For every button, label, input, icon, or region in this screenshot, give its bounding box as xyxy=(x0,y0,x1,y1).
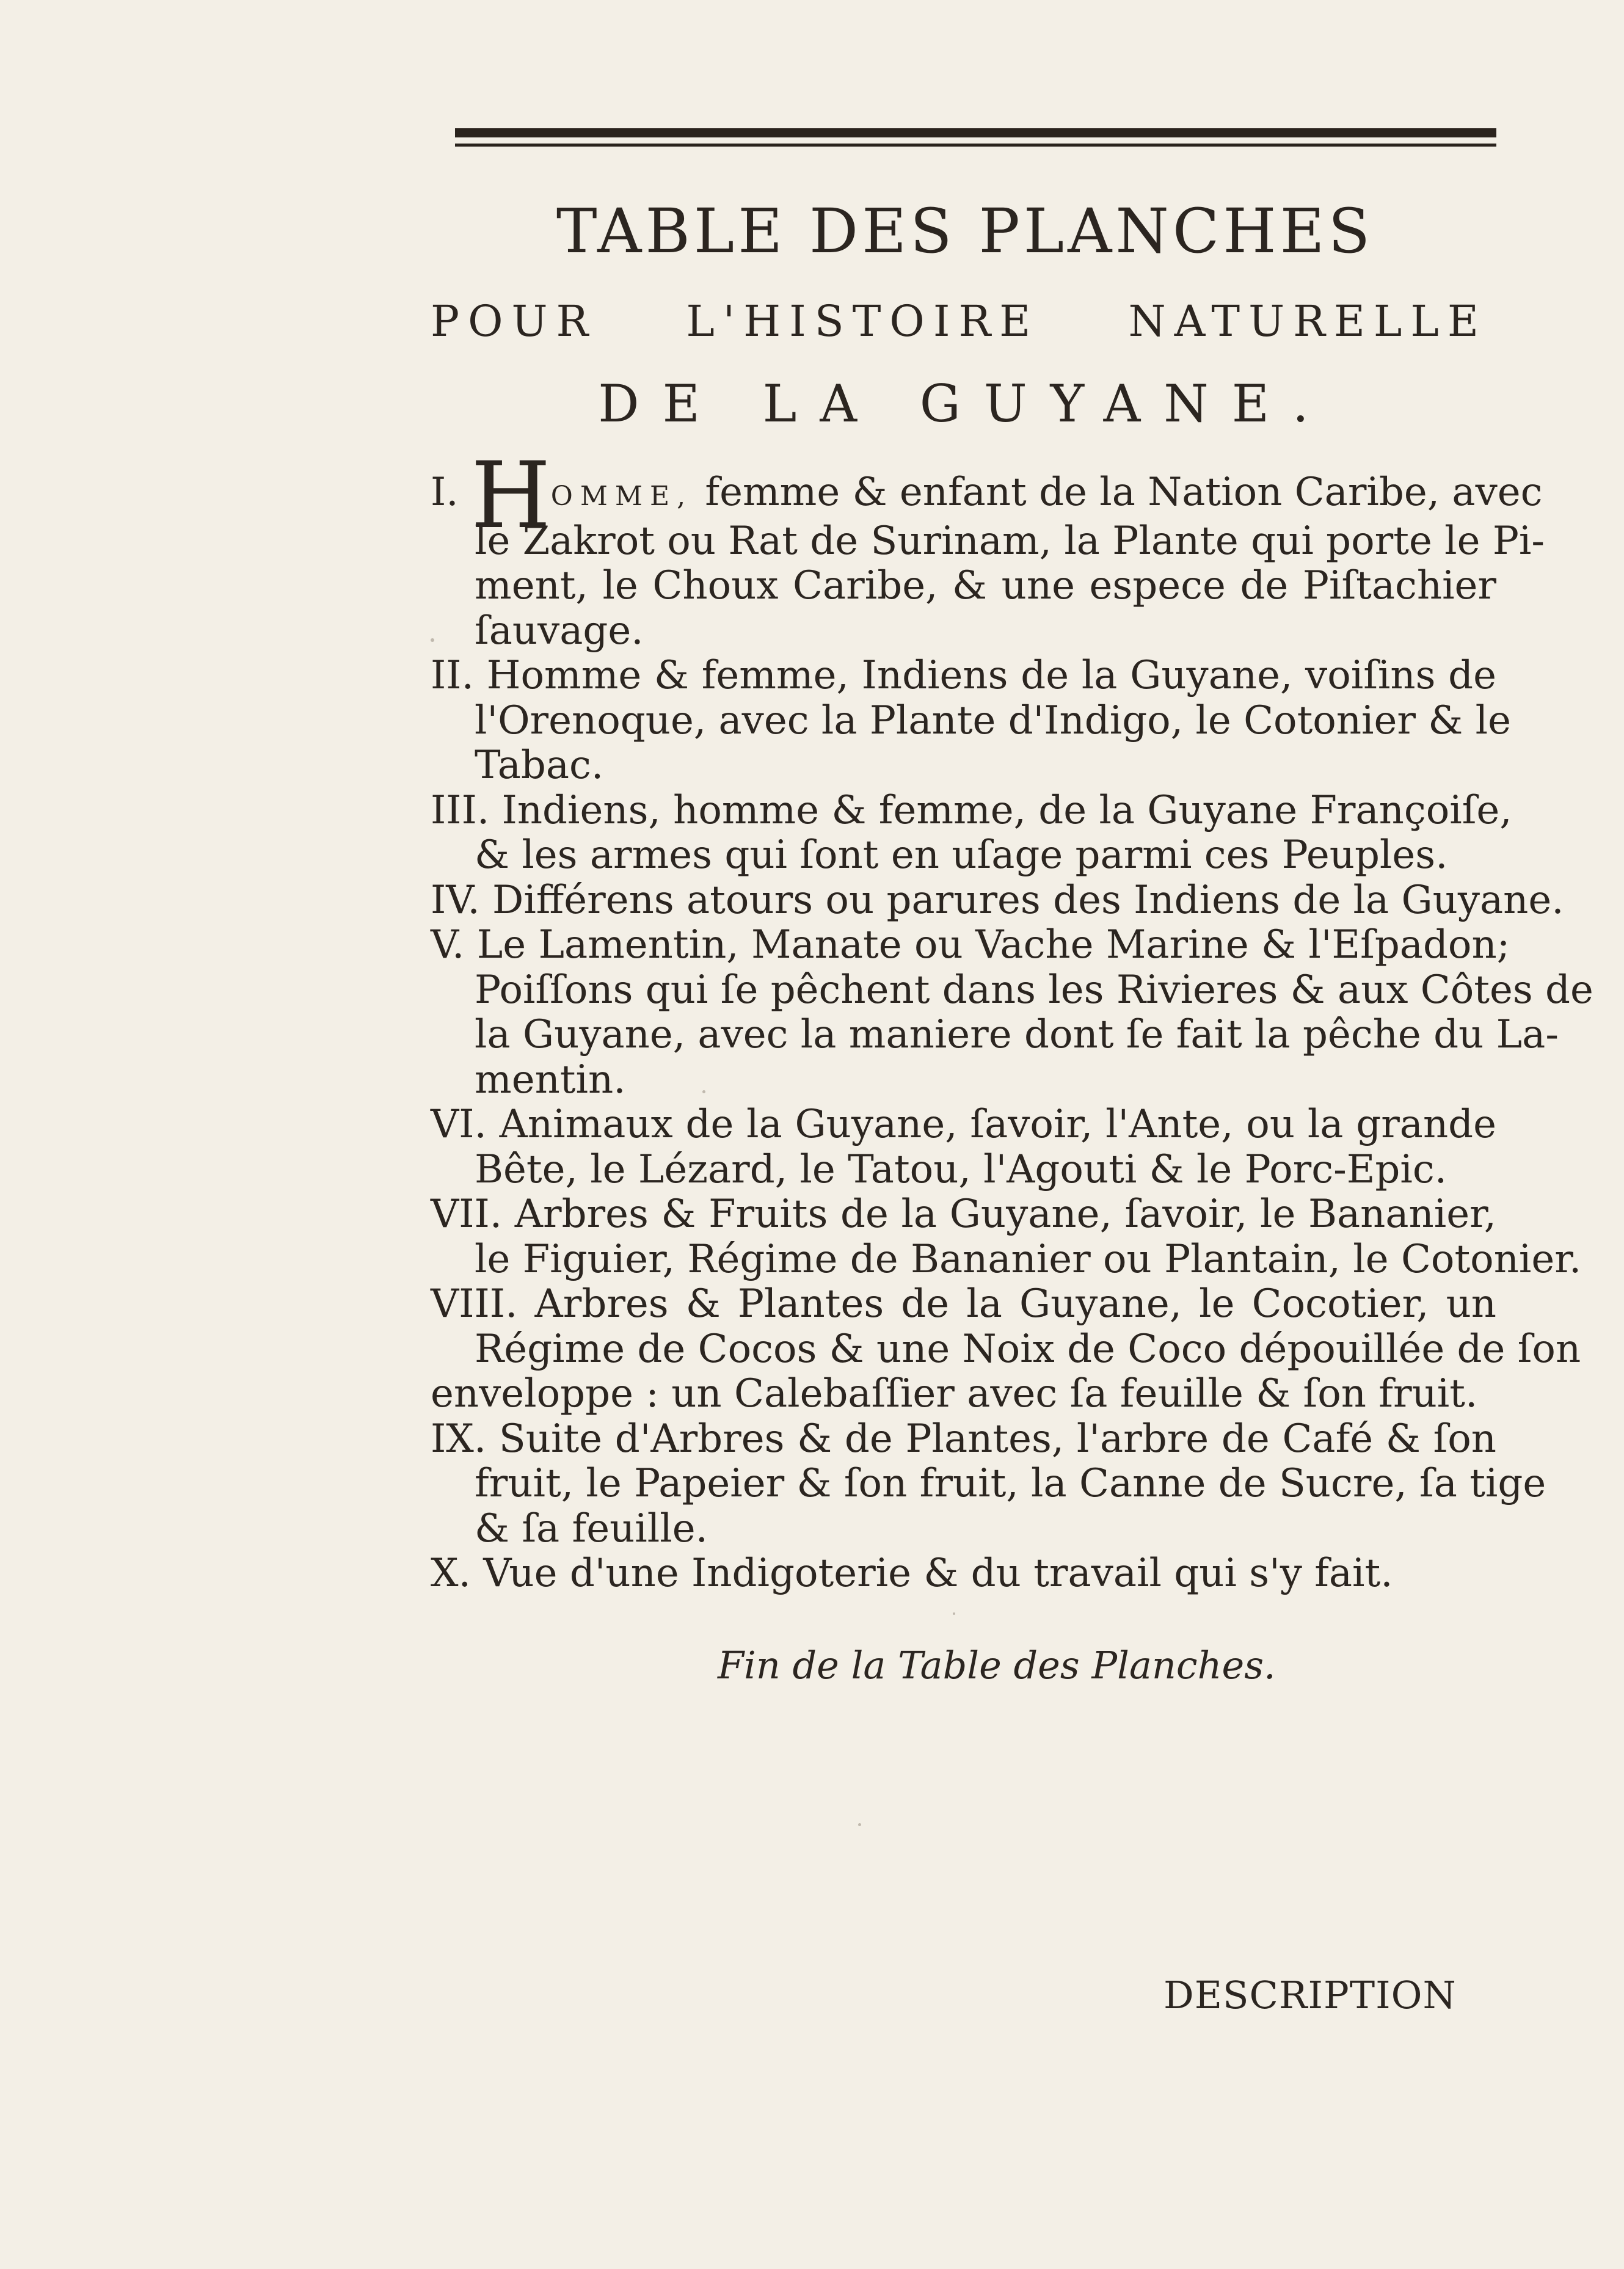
plates-list xyxy=(431,443,1593,1597)
entry-line: Le Lamentin, Manate ou Vache Marine & l'Eſpadon; xyxy=(476,922,1510,967)
header-rule-thin xyxy=(455,144,1496,147)
entry-line: & ſa feuille. xyxy=(475,1506,708,1551)
plate-entry-10 xyxy=(431,1551,1496,1597)
paper-speck xyxy=(953,1612,955,1615)
entry-line: Différens atours ou parures des Indiens de la Guyane. xyxy=(492,877,1564,923)
plate-number: VI. xyxy=(431,1102,487,1147)
small-caps-word: OMME, xyxy=(550,481,693,512)
paper-speck xyxy=(858,1823,861,1826)
entry-line: Suite d'Arbres & de Plantes, l'arbre de Café & ſon xyxy=(498,1416,1496,1462)
page-title: TABLE DES PLANCHES xyxy=(556,195,1374,267)
entry-line: Animaux de la Guyane, ſavoir, l'Ante, ou la grande xyxy=(499,1102,1496,1147)
entry-line: ment, le Choux Caribe, & une espece de Piſtachier xyxy=(475,563,1496,608)
plate-entry-7 xyxy=(431,1192,1582,1282)
page-subtitle: POUR L'HISTOIRE NATURELLE xyxy=(431,296,1487,346)
entry-line: Tabac. xyxy=(475,743,604,788)
plate-number: VIII. xyxy=(431,1281,518,1327)
plate-entry-3 xyxy=(431,787,1512,878)
paper-speck xyxy=(431,638,434,642)
entry-line: Arbres & Fruits de la Guyane, ſavoir, le Bananier, xyxy=(514,1192,1497,1237)
entry-line: Vue d'une Indigoterie & du travail qui s'y fait. xyxy=(483,1551,1393,1596)
plate-number: IX. xyxy=(431,1416,487,1462)
plate-entry-4 xyxy=(431,877,1564,923)
plate-number: X. xyxy=(431,1551,471,1596)
page-subtitle-2: DE LA GUYANE. xyxy=(598,374,1332,434)
entry-line: Arbres & Plantes de la Guyane, le Cocotier, un xyxy=(534,1281,1497,1327)
entry-line: ſauvage. xyxy=(475,608,644,654)
plate-number: III. xyxy=(431,787,490,833)
entry-line: Poiſſons qui ſe pêchent dans les Rivieres & aux Côtes de xyxy=(475,967,1593,1013)
plate-entry-9 xyxy=(431,1416,1546,1552)
entry-line: le Zakrot ou Rat de Surinam, la Plante qui porte le Pi- xyxy=(475,518,1545,564)
catchword: DESCRIPTION xyxy=(1163,1973,1457,2017)
plate-number: VII. xyxy=(431,1192,503,1237)
drop-cap: H xyxy=(470,443,551,549)
entry-line: Indiens, homme & femme, de la Guyane Françoiſe, xyxy=(501,787,1512,833)
paper-speck xyxy=(702,1090,705,1093)
entry-line: l'Orenoque, avec la Plante d'Indigo, le Cotonier & le xyxy=(475,697,1511,743)
plate-entry-5 xyxy=(431,922,1593,1102)
plate-number: V. xyxy=(431,922,465,967)
plate-number: II. xyxy=(431,653,474,698)
entry-line: mentin. xyxy=(475,1057,626,1102)
entry-line: Régime de Cocos & une Noix de Coco dépouillée de ſon xyxy=(475,1326,1581,1372)
header-rule-thick xyxy=(455,128,1496,137)
entry-line: femme & enfant de la Nation Caribe, avec xyxy=(705,470,1543,515)
entry-line: Homme & femme, Indiens de la Guyane, voiſins de xyxy=(486,653,1497,698)
plate-number: IV. xyxy=(431,877,480,923)
plate-entry-6 xyxy=(431,1102,1496,1192)
entry-line: fruit, le Papeier & ſon fruit, la Canne de Sucre, ſa tige xyxy=(475,1461,1546,1506)
plate-entry-1 xyxy=(431,443,1545,654)
entry-line: la Guyane, avec la maniere dont ſe fait la pêche du La- xyxy=(475,1012,1559,1057)
plate-entry-8 xyxy=(431,1281,1581,1417)
entry-line: & les armes qui ſont en uſage parmi ces Peuples. xyxy=(475,832,1448,878)
entry-line: le Figuier, Régime de Bananier ou Plantain, le Cotonier. xyxy=(475,1236,1582,1282)
plate-entry-2 xyxy=(431,653,1511,789)
plate-number: I. xyxy=(431,470,459,515)
entry-line: enveloppe : un Calebaſſier avec ſa feuille & ſon fruit. xyxy=(431,1371,1478,1416)
end-note: Fin de la Table des Planches. xyxy=(718,1643,1276,1688)
entry-line: Bête, le Lézard, le Tatou, l'Agouti & le Porc-Epic. xyxy=(475,1146,1447,1192)
